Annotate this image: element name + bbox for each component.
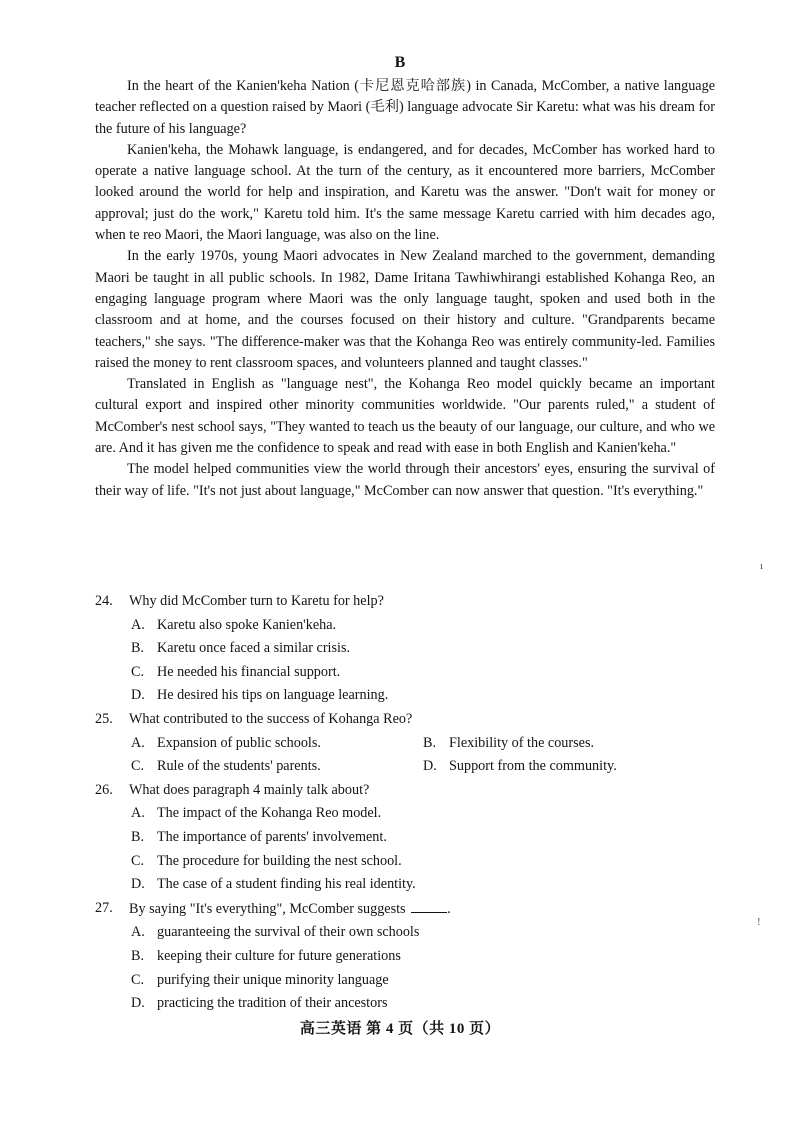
option-text: The procedure for building the nest school. — [157, 852, 402, 869]
question-25 — [95, 708, 715, 779]
option-letter: A. — [131, 734, 145, 751]
option-letter: A. — [131, 924, 145, 941]
option-text: Rule of the students' parents. — [157, 758, 321, 775]
option-letter: C. — [131, 971, 145, 988]
option-letter: D. — [423, 758, 437, 775]
option-letter: A. — [131, 805, 145, 822]
question-number: 27. — [95, 899, 113, 916]
passage-paragraph-5: The model helped communities view the world through their ancestors' eyes, ensuring the survival of their way of life. "It's not just about language," McComber can now answer that question. "It's everything." — [95, 461, 715, 499]
option-text: The importance of parents' involvement. — [157, 828, 387, 845]
passage-paragraph-2: Kanien'keha, the Mohawk language, is endangered, and for decades, McComber has worked hard to operate a native language school. At the turn of the century, as it encountered more barriers, McComber looked around the world for help and inspiration, and Karetu was the answer. "Don't wait for money or approval; just do the work," Karetu told him. It's the same message Karetu carried with him decades ago, when te reo Maori, the Maori language, was also on the line. — [95, 141, 715, 244]
option-text: Flexibility of the courses. — [449, 734, 595, 751]
option-a[interactable] — [131, 732, 423, 756]
option-b[interactable] — [95, 945, 715, 969]
answer-blank[interactable] — [411, 897, 447, 913]
passage-paragraph-3: In the early 1970s, young Maori advocates in New Zealand marched to the government, demanding Maori be taught in all public schools. In 1982, Dame Iritana Tawhiwhirangi established Kohanga Reo, an engaging language program where Maori was the only language taught, spoken and used both in the classroom and at home, and the courses focused on their history and culture. "Grandparents became teachers," she says. "The difference-maker was that the Kohanga Reo was entirely community-led. Families raised the money to rent classroom spaces, and volunteers planned and taught classes." — [95, 248, 715, 371]
question-list — [95, 590, 715, 1016]
option-text: purifying their unique minority language — [157, 971, 389, 988]
option-text: Support from the community. — [449, 758, 617, 775]
option-letter: B. — [131, 947, 145, 964]
option-b[interactable] — [95, 637, 715, 661]
question-26 — [95, 779, 715, 897]
option-letter: A. — [131, 616, 145, 633]
option-letter: C. — [131, 852, 145, 869]
option-b[interactable] — [95, 826, 715, 850]
page-footer: 高三英语 第 4 页（共 10 页） — [299, 1021, 501, 1037]
option-text: He needed his financial support. — [157, 663, 341, 680]
question-stem: What contributed to the success of Kohanga Reo? — [129, 710, 413, 727]
option-letter: B. — [131, 640, 145, 657]
question-stem: Why did McComber turn to Karetu for help? — [129, 593, 384, 609]
passage-paragraph-1: In the heart of the Kanien'keha Nation (卡尼恩克哈部族) in Canada, McComber, a native language teacher reflected on a question raised by Maori (毛利) language advocate Sir Karetu: what was his dream for the future of his language? — [95, 78, 715, 137]
question-stem-wrap — [129, 897, 451, 922]
option-c[interactable] — [95, 850, 715, 874]
question-number: 25. — [95, 710, 113, 727]
option-a[interactable] — [95, 614, 715, 638]
option-text: guaranteeing the survival of their own schools — [157, 924, 420, 941]
question-27 — [95, 897, 715, 1016]
question-stem: What does paragraph 4 mainly talk about? — [129, 781, 370, 798]
option-text: The case of a student finding his real identity. — [157, 876, 416, 893]
option-text: practicing the tradition of their ancestors — [157, 995, 388, 1012]
option-text: Karetu once faced a similar crisis. — [157, 640, 351, 657]
option-text: Expansion of public schools. — [157, 734, 321, 751]
option-c[interactable] — [95, 969, 715, 993]
option-c[interactable] — [131, 755, 423, 779]
option-letter: B. — [131, 828, 145, 845]
option-text: keeping their culture for future generations — [157, 947, 401, 964]
scan-speck: ǃ — [757, 916, 761, 928]
question-stem: By saying "It's everything", McComber suggests — [129, 900, 406, 917]
option-letter: D. — [131, 687, 145, 704]
option-text: He desired his tips on language learning. — [157, 687, 389, 704]
question-stem-end: . — [447, 900, 451, 917]
option-letter: B. — [423, 734, 437, 751]
passage-paragraph-4: Translated in English as "language nest", the Kohanga Reo model quickly became an important cultural export and inspired other minority communities worldwide. "Our parents ruled," a student of McComber's nest school says, "They wanted to teach us the beauty of our language, our culture, and who we are. And it has given me the confidence to speak and read with ease in both English and Kanien'keha." — [95, 376, 715, 457]
question-24 — [95, 590, 715, 708]
option-d[interactable] — [95, 873, 715, 897]
option-a[interactable] — [95, 921, 715, 945]
question-number: 24. — [95, 593, 113, 609]
option-letter: C. — [131, 663, 145, 680]
option-text: Karetu also spoke Kanien'keha. — [157, 616, 337, 633]
section-title: B — [394, 54, 406, 71]
option-d[interactable] — [95, 992, 715, 1016]
option-d[interactable] — [423, 755, 715, 779]
option-c[interactable] — [95, 661, 715, 685]
option-text: The impact of the Kohanga Reo model. — [157, 805, 382, 822]
option-letter: D. — [131, 995, 145, 1012]
option-a[interactable] — [95, 802, 715, 826]
option-letter: C. — [131, 758, 145, 775]
reading-passage — [95, 76, 715, 502]
option-letter: D. — [131, 876, 145, 893]
option-b[interactable] — [423, 732, 715, 756]
question-number: 26. — [95, 781, 113, 798]
scan-speck: ı — [760, 560, 764, 572]
option-d[interactable] — [95, 684, 715, 708]
